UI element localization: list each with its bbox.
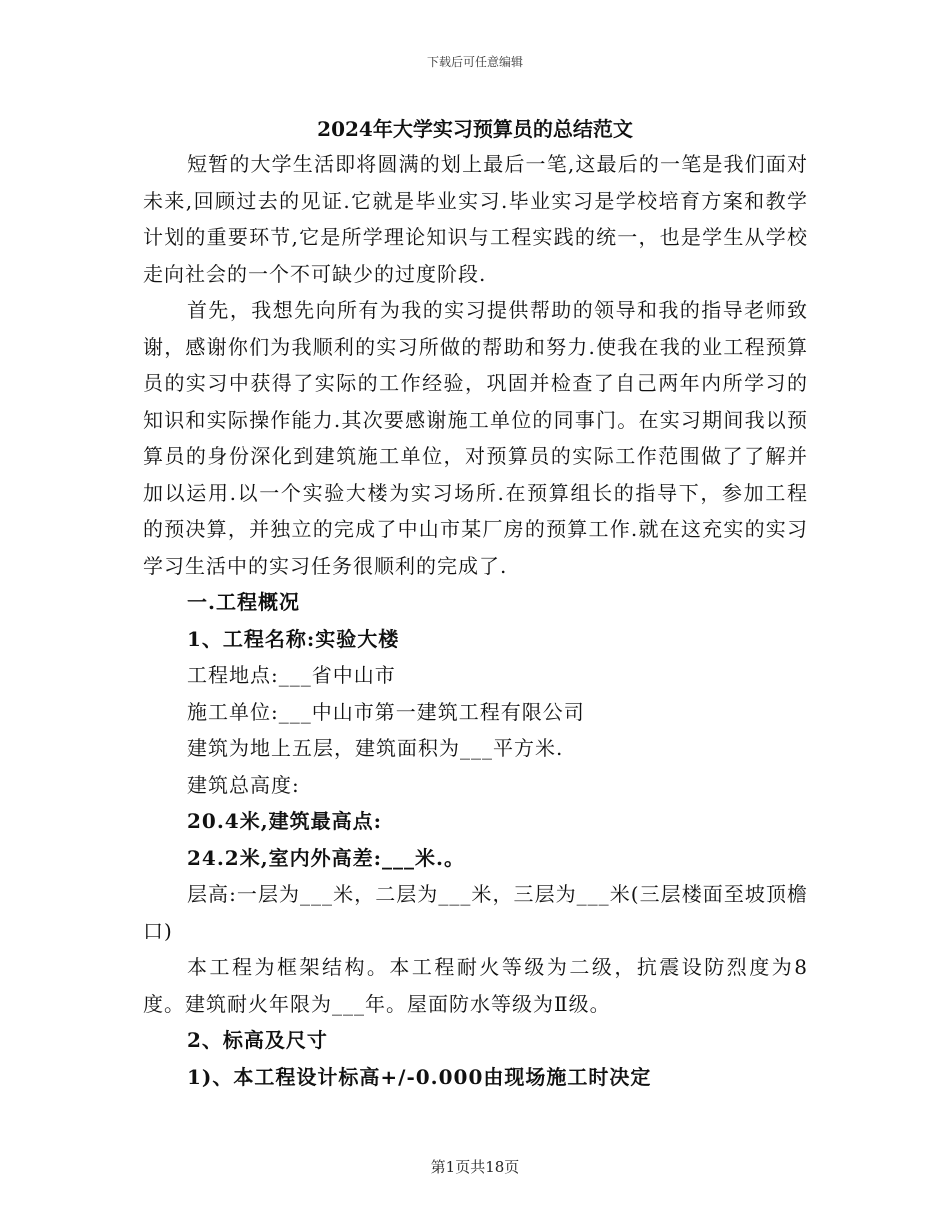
floor-heights-paragraph: 层高:一层为___米，二层为___米，三层为___米(三层楼面至坡顶檐口) [143,882,808,943]
project-name-heading: 1、工程名称:实验大楼 [187,626,400,651]
page-footer-number: 第1页共18页 [430,1158,520,1176]
intro-paragraph: 短暂的大学生活即将圆满的划上最后一笔,这最后的一笔是我们面对未来,回顾过去的见证.它就是毕业实习.毕业实习是学校培育方案和教学计划的重要环节,它是所学理论知识与工程实践的统一，也是学生从学校走向社会的一个不可缺少的过度阶段. [143,152,808,286]
project-location: 工程地点:___省中山市 [187,663,396,687]
total-height-label: 建筑总高度: [187,772,300,797]
elevation-heading: 2、标高及尺寸 [187,1028,328,1052]
document-body [143,146,808,1095]
building-floors: 建筑为地上五层，建筑面积为___平方米. [187,736,564,760]
thanks-paragraph: 首先，我想先向所有为我的实习提供帮助的领导和我的指导老师致谢，感谢你们为我顺利的实习所做的帮助和努力.使我在我的业工程预算员的实习中获得了实际的工作经验，巩固并检查了自己两年内所学习的知识和实际操作能力.其次要感谢施工单位的同事门。在实习期间我以预算员的身份深化到建筑施工单位，对预算员的实际工作范围做了了解并加以运用.以一个实验大楼为实习场所.在预算组长的指导下，参加工程的预决算，并独立的完成了中山市某厂房的预算工作.就在这充实的实习学习生活中的实习任务很顺利的完成了. [143,298,808,578]
document-title: 2024年大学实习预算员的总结范文 [317,117,633,141]
page-header-note: 下载后可任意编辑 [426,55,523,69]
section-heading-overview: 一.工程概况 [187,590,300,614]
construction-unit: 施工单位:___中山市第一建筑工程有限公司 [187,699,585,724]
height-line-1: 20.4米,建筑最高点: [187,809,383,833]
structure-paragraph: 本工程为框架结构。本工程耐火等级为二级，抗震设防烈度为8度。建筑耐火年限为___年。屋面防水等级为Ⅱ级。 [143,955,808,1016]
height-line-2: 24.2米,室内外高差:___米.。 [187,845,466,870]
elevation-item-1: 1)、本工程设计标高+/-0.000由现场施工时决定 [187,1064,652,1089]
